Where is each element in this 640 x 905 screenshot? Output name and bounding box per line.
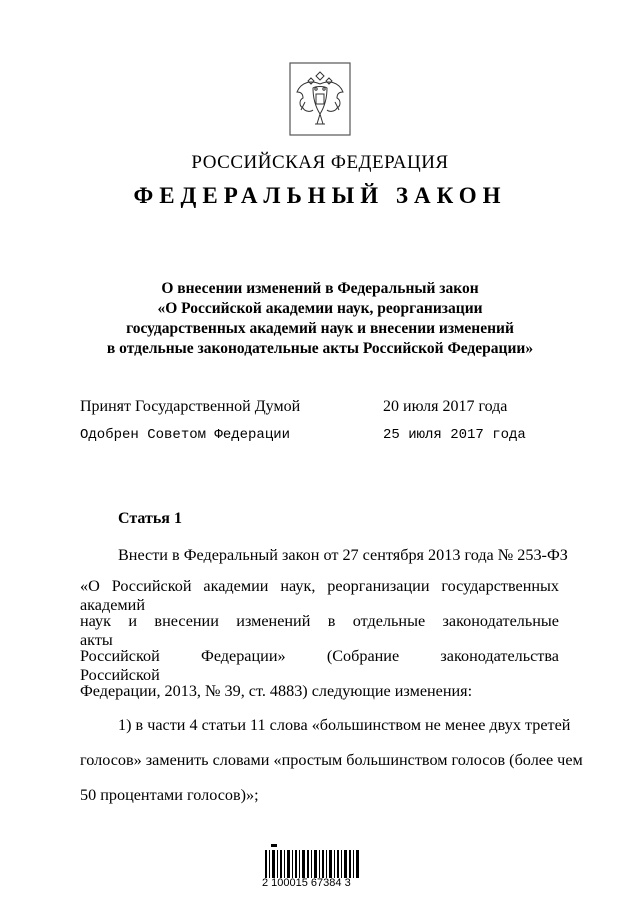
article-text-line: 50 процентами голосов)»;	[80, 786, 259, 804]
article-text-line: «О Российской академии наук, реорганизации государственных академий	[80, 577, 559, 614]
law-title-line: государственных академий наук и внесении изменений	[126, 320, 514, 337]
approved-by-council-date: 25 июля 2017 года	[383, 427, 526, 443]
article-text-line: наук и внесении изменений в отдельные законодательные акты	[80, 612, 559, 649]
law-title-line: в отдельные законодательные акты Российской Федерации»	[106, 340, 534, 357]
article-text-line: 1) в части 4 статьи 11 слова «большинством не менее двух третей	[118, 716, 571, 734]
article-heading: Статья 1	[118, 510, 182, 527]
approved-by-council-label: Одобрен Советом Федерации	[80, 427, 291, 443]
document-type: ФЕДЕРАЛЬНЫЙ ЗАКОН	[133, 183, 507, 208]
law-title-line: О внесении изменений в Федеральный закон	[161, 280, 479, 297]
coat-of-arms-icon	[289, 62, 351, 136]
barcode-number: 2 100015 67384 3	[262, 877, 351, 889]
barcode-icon	[265, 842, 361, 880]
country-name: РОССИЙСКАЯ ФЕДЕРАЦИЯ	[191, 152, 449, 173]
article-text-line: Федерации, 2013, № 39, ст. 4883) следующие изменения:	[80, 682, 473, 700]
law-title-line: «О Российской академии наук, реорганизации	[157, 300, 483, 317]
adopted-by-duma-label: Принят Государственной Думой	[80, 398, 301, 415]
article-text-line: Внести в Федеральный закон от 27 сентября 2013 года № 253-ФЗ	[118, 546, 568, 564]
adopted-by-duma-date: 20 июля 2017 года	[383, 398, 508, 415]
article-text-line: голосов» заменить словами «простым большинством голосов (более чем	[80, 751, 583, 769]
law-title	[0, 279, 640, 359]
article-text-line: Российской Федерации» (Собрание законодательства Российской	[80, 647, 559, 684]
